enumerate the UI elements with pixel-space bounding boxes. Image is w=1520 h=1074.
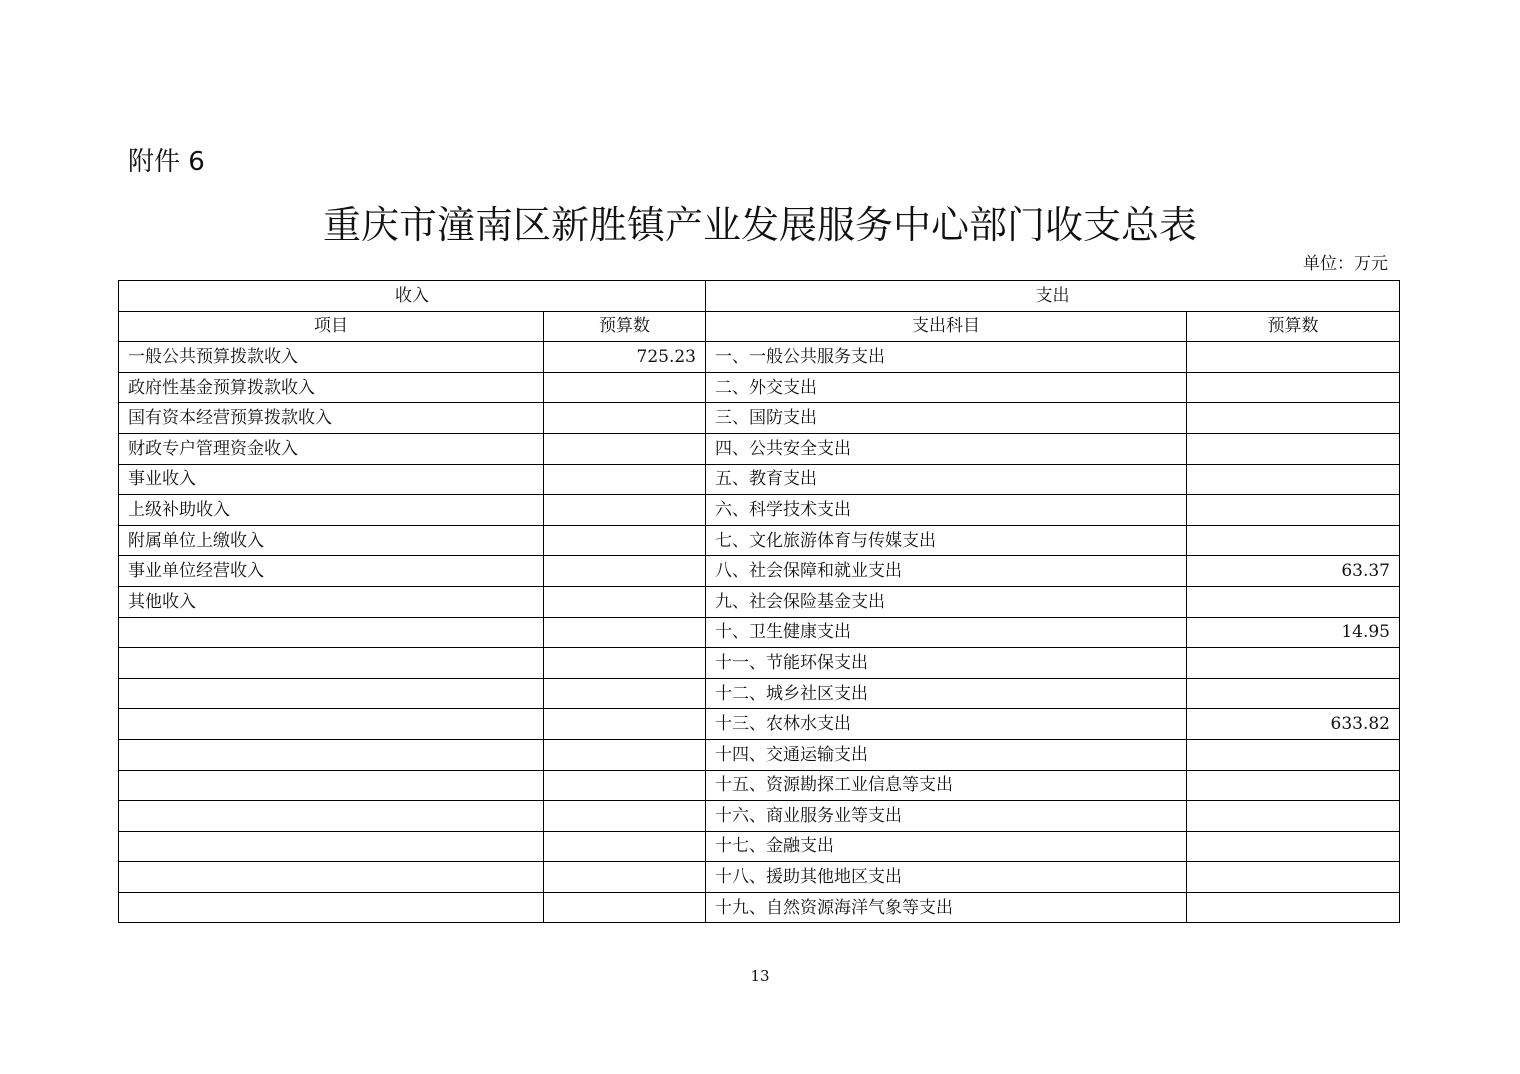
expense-budget-cell	[1187, 862, 1400, 893]
table-row	[119, 678, 1400, 709]
income-budget-cell	[544, 648, 706, 679]
income-budget-cell	[544, 586, 706, 617]
income-budget-cell	[544, 495, 706, 526]
unit-label: 单位：万元	[1303, 254, 1388, 274]
table-row	[119, 709, 1400, 740]
income-item-cell: 事业收入	[119, 464, 544, 495]
income-item-cell	[119, 892, 544, 923]
expense-budget-cell	[1187, 403, 1400, 434]
expense-budget-cell	[1187, 770, 1400, 801]
table-row	[119, 831, 1400, 862]
income-item-cell: 上级补助收入	[119, 495, 544, 526]
budget-summary-table	[118, 280, 1400, 923]
expense-item-cell: 七、文化旅游体育与传媒支出	[706, 525, 1187, 556]
table-row	[119, 892, 1400, 923]
income-budget-cell	[544, 617, 706, 648]
table-row	[119, 617, 1400, 648]
income-item-cell	[119, 831, 544, 862]
expense-budget-cell: 633.82	[1187, 709, 1400, 740]
income-budget-cell	[544, 556, 706, 587]
expense-budget-cell	[1187, 586, 1400, 617]
attachment-label: 附件 6	[128, 147, 205, 177]
income-budget-cell	[544, 709, 706, 740]
column-header-income-budget: 预算数	[544, 311, 706, 342]
income-budget-cell: 725.23	[544, 342, 706, 373]
expense-budget-cell	[1187, 892, 1400, 923]
expense-item-cell: 十九、自然资源海洋气象等支出	[706, 892, 1187, 923]
expense-budget-cell	[1187, 801, 1400, 832]
table-row	[119, 801, 1400, 832]
income-item-cell: 财政专户管理资金收入	[119, 433, 544, 464]
column-header-expense-item: 支出科目	[706, 311, 1187, 342]
expense-budget-cell	[1187, 342, 1400, 373]
income-budget-cell	[544, 801, 706, 832]
expense-budget-cell: 14.95	[1187, 617, 1400, 648]
expense-item-cell: 四、公共安全支出	[706, 433, 1187, 464]
income-item-cell	[119, 801, 544, 832]
income-item-cell: 附属单位上缴收入	[119, 525, 544, 556]
column-header-income-item: 项目	[119, 311, 544, 342]
expense-budget-cell	[1187, 464, 1400, 495]
expense-budget-cell	[1187, 648, 1400, 679]
income-budget-cell	[544, 862, 706, 893]
column-header-expense-budget: 预算数	[1187, 311, 1400, 342]
section-header-row	[119, 281, 1400, 312]
expense-item-cell: 十八、援助其他地区支出	[706, 862, 1187, 893]
income-budget-cell	[544, 525, 706, 556]
table-row	[119, 770, 1400, 801]
expense-budget-cell	[1187, 739, 1400, 770]
table-row	[119, 739, 1400, 770]
income-item-cell: 国有资本经营预算拨款收入	[119, 403, 544, 434]
income-budget-cell	[544, 403, 706, 434]
expense-item-cell: 十、卫生健康支出	[706, 617, 1187, 648]
table-row	[119, 586, 1400, 617]
income-item-cell	[119, 617, 544, 648]
income-item-cell	[119, 678, 544, 709]
table-row	[119, 342, 1400, 373]
expense-budget-cell	[1187, 678, 1400, 709]
expense-item-cell: 十一、节能环保支出	[706, 648, 1187, 679]
table-body	[119, 281, 1400, 923]
income-item-cell	[119, 739, 544, 770]
expense-item-cell: 十五、资源勘探工业信息等支出	[706, 770, 1187, 801]
income-item-cell	[119, 862, 544, 893]
income-budget-cell	[544, 433, 706, 464]
expense-item-cell: 二、外交支出	[706, 372, 1187, 403]
income-item-cell	[119, 770, 544, 801]
page-number: 13	[750, 967, 770, 985]
expense-item-cell: 十四、交通运输支出	[706, 739, 1187, 770]
expense-item-cell: 十六、商业服务业等支出	[706, 801, 1187, 832]
column-header-row	[119, 311, 1400, 342]
expense-budget-cell	[1187, 495, 1400, 526]
table-row	[119, 433, 1400, 464]
income-budget-cell	[544, 678, 706, 709]
table-row	[119, 862, 1400, 893]
table-row	[119, 556, 1400, 587]
income-item-cell	[119, 648, 544, 679]
expense-item-cell: 五、教育支出	[706, 464, 1187, 495]
expense-item-cell: 十二、城乡社区支出	[706, 678, 1187, 709]
table-row	[119, 403, 1400, 434]
table-row	[119, 372, 1400, 403]
expense-item-cell: 一、一般公共服务支出	[706, 342, 1187, 373]
expense-item-cell: 六、科学技术支出	[706, 495, 1187, 526]
expense-section-header: 支出	[706, 281, 1400, 312]
expense-item-cell: 十三、农林水支出	[706, 709, 1187, 740]
income-budget-cell	[544, 770, 706, 801]
expense-item-cell: 十七、金融支出	[706, 831, 1187, 862]
income-section-header: 收入	[119, 281, 706, 312]
expense-item-cell: 八、社会保障和就业支出	[706, 556, 1187, 587]
income-budget-cell	[544, 892, 706, 923]
income-item-cell: 政府性基金预算拨款收入	[119, 372, 544, 403]
expense-budget-cell	[1187, 525, 1400, 556]
table-row	[119, 525, 1400, 556]
income-item-cell	[119, 709, 544, 740]
income-item-cell: 一般公共预算拨款收入	[119, 342, 544, 373]
expense-budget-cell	[1187, 831, 1400, 862]
income-item-cell: 事业单位经营收入	[119, 556, 544, 587]
income-budget-cell	[544, 739, 706, 770]
income-budget-cell	[544, 464, 706, 495]
table-row	[119, 464, 1400, 495]
income-budget-cell	[544, 372, 706, 403]
page-title: 重庆市潼南区新胜镇产业发展服务中心部门收支总表	[322, 203, 1197, 247]
expense-item-cell: 九、社会保险基金支出	[706, 586, 1187, 617]
expense-budget-cell	[1187, 433, 1400, 464]
table-row	[119, 648, 1400, 679]
expense-item-cell: 三、国防支出	[706, 403, 1187, 434]
income-item-cell: 其他收入	[119, 586, 544, 617]
expense-budget-cell: 63.37	[1187, 556, 1400, 587]
income-budget-cell	[544, 831, 706, 862]
table-row	[119, 495, 1400, 526]
expense-budget-cell	[1187, 372, 1400, 403]
